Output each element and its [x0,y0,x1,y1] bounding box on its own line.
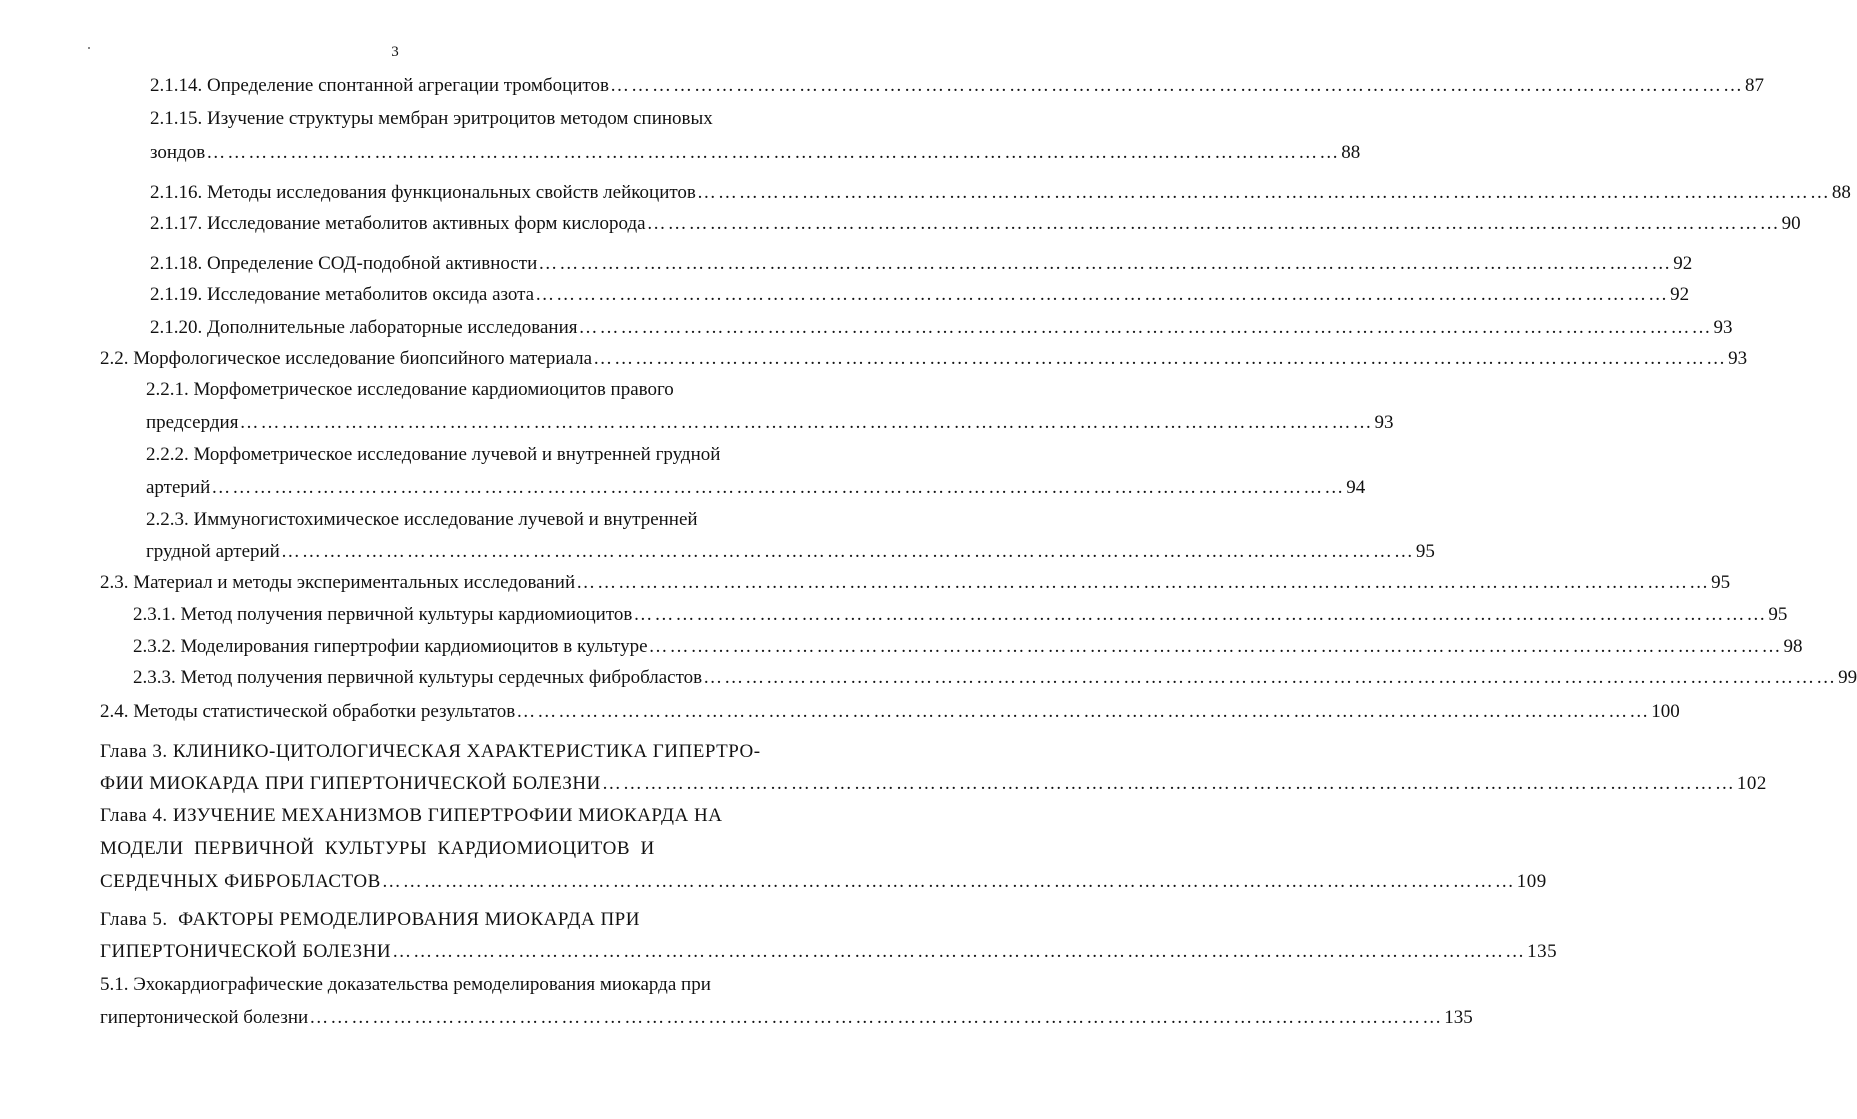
toc-leader: ……………………………………………………………………………………………………………………………………………… [633,604,1768,625]
toc-entry [150,282,1690,308]
toc-entry-page: 102 [1736,773,1767,794]
toc-entry-label: 2.1.14. Определение спонтанной агрегации тромбоцитов [150,75,609,96]
toc-entry-label: 5.1. Эхокардиографические доказательства ремоделирования миокарда при [100,974,711,995]
toc-entry [100,1005,1473,1031]
page-number: 3 [391,44,399,60]
toc-entry [146,410,1394,436]
toc-leader: ……………………………………………………………………………………………………………………………………………… [516,701,1651,722]
toc-entry [100,570,1731,596]
toc-leader: ……………………………………………………………………………………………………………………………………………… [535,284,1670,305]
toc-entry-page: 92 [1670,284,1690,305]
scan-dot [88,47,90,49]
toc-entry-page: 95 [1711,572,1731,593]
toc-entry-label: 2.2.1. Морфометрическое исследование кардиомиоцитов правого [146,379,674,400]
toc-entry [150,315,1733,341]
chapter-title: Глава 3. КЛИНИКО-ЦИТОЛОГИЧЕСКАЯ ХАРАКТЕРИСТИКА ГИПЕРТРО- [100,741,761,762]
toc-entry-label: СЕРДЕЧНЫХ ФИБРОБЛАСТОВ [100,871,381,892]
toc-leader: ……………………………………………………………………………………………………………………………………………… [593,348,1728,369]
toc-entry-page: 94 [1346,477,1366,498]
toc-entry-page: 88 [1831,182,1851,203]
toc-entry [100,869,1547,895]
toc-entry-page: 135 [1444,1007,1473,1028]
toc-leader: ……………………………………………………………………………………………………………………………………………… [538,253,1673,274]
toc-leader: ……………………………………………………………………………………………………………………………………………… [381,871,1516,892]
toc-leader: ……………………………………………………………………………………………………………………………………………… [309,1007,1444,1028]
toc-entry-label: ГИПЕРТОНИЧЕСКОЙ БОЛЕЗНИ [100,941,392,962]
toc-entry [150,180,1851,206]
toc-entry-label: предсердия [146,412,239,433]
toc-leader: ……………………………………………………………………………………………………………………………………………… [648,636,1783,657]
toc-leader: ……………………………………………………………………………………………………………………………………………… [392,941,1527,962]
toc-leader: ……………………………………………………………………………………………………………………………………………… [703,667,1838,688]
toc-leader: ……………………………………………………………………………………………………………………………………………… [578,317,1713,338]
toc-entry [150,251,1693,277]
toc-leader: ……………………………………………………………………………………………………………………………………………… [280,541,1415,562]
toc-entry [100,346,1748,372]
toc-entry [100,771,1767,797]
toc-entry [133,602,1788,628]
toc-entry-label: 2.3.3. Метод получения первичной культуры сердечных фибробластов [133,667,703,688]
toc-entry-label: 2.2.2. Морфометрическое исследование лучевой и внутренней грудной [146,444,721,465]
chapter-title: Глава 5. ФАКТОРЫ РЕМОДЕЛИРОВАНИЯ МИОКАРДА ПРИ [100,909,640,930]
toc-entry [146,539,1435,565]
toc-entry [100,939,1558,965]
toc-entry-page: 92 [1673,253,1693,274]
toc-entry-label: 2.2. Морфологическое исследование биопсийного материала [100,348,593,369]
toc-entry-page: 93 [1728,348,1748,369]
toc-entry-label: 2.1.20. Дополнительные лабораторные исследования [150,317,578,338]
toc-leader: ……………………………………………………………………………………………………………………………………………… [601,773,1736,794]
toc-entry-page: 88 [1341,142,1361,163]
toc-entry-page: 93 [1374,412,1394,433]
chapter-title: МОДЕЛИ ПЕРВИЧНОЙ КУЛЬТУРЫ КАРДИОМИОЦИТОВ И [100,838,655,859]
toc-entry-label: грудной артерий [146,541,280,562]
toc-leader: ……………………………………………………………………………………………………………………………………………… [206,142,1341,163]
toc-entry-label: гипертонической болезни [100,1007,309,1028]
toc-entry-page: 99 [1838,667,1857,688]
toc-entry [146,475,1366,501]
toc-entry-label: 2.2.3. Иммуногистохимическое исследование лучевой и внутренней [146,509,698,530]
toc-entry-label: зондов [150,142,206,163]
toc-leader: ……………………………………………………………………………………………………………………………………………… [576,572,1711,593]
toc-leader: ……………………………………………………………………………………………………………………………………………… [646,213,1781,234]
toc-leader: ……………………………………………………………………………………………………………………………………………… [696,182,1831,203]
toc-entry [100,699,1680,725]
toc-entry-label: 2.1.16. Методы исследования функциональных свойств лейкоцитов [150,182,696,203]
toc-entry [150,211,1801,237]
toc-entry-label: 2.1.15. Изучение структуры мембран эритроцитов методом спиновых [150,108,713,129]
toc-entry-label: 2.1.17. Исследование метаболитов активных форм кислорода [150,213,646,234]
toc-entry-page: 90 [1781,213,1801,234]
toc-entry [150,140,1361,166]
toc-entry-label: 2.1.18. Определение СОД-подобной активности [150,253,538,274]
toc-entry-label: 2.3. Материал и методы экспериментальных исследований [100,572,576,593]
toc-entry-label: 2.1.19. Исследование метаболитов оксида азота [150,284,535,305]
toc-entry-page: 135 [1527,941,1558,962]
toc-entry-page: 93 [1713,317,1733,338]
toc-entry-label: 2.4. Методы статистической обработки результатов [100,701,516,722]
toc-entry-label: ФИИ МИОКАРДА ПРИ ГИПЕРТОНИЧЕСКОЙ БОЛЕЗНИ [100,773,601,794]
toc-entry-page: 100 [1651,701,1680,722]
toc-entry-label: артерий [146,477,211,498]
toc-entry [150,73,1764,99]
toc-entry-label: 2.3.2. Моделирования гипертрофии кардиомиоцитов в культуре [133,636,648,657]
toc-leader: ……………………………………………………………………………………………………………………………………………… [211,477,1346,498]
chapter-title: Глава 4. ИЗУЧЕНИЕ МЕХАНИЗМОВ ГИПЕРТРОФИИ МИОКАРДА НА [100,805,723,826]
toc-entry-page: 98 [1783,636,1803,657]
toc-entry [133,634,1803,660]
toc-entry [133,665,1857,691]
toc-entry-page: 95 [1768,604,1788,625]
toc-leader: ……………………………………………………………………………………………………………………………………………… [239,412,1374,433]
toc-leader: ……………………………………………………………………………………………………………………………………………… [609,75,1744,96]
toc-entry-page: 95 [1415,541,1435,562]
toc-entry-label: 2.3.1. Метод получения первичной культуры кардиомиоцитов [133,604,633,625]
toc-entry-page: 87 [1744,75,1764,96]
toc-entry-page: 109 [1516,871,1547,892]
